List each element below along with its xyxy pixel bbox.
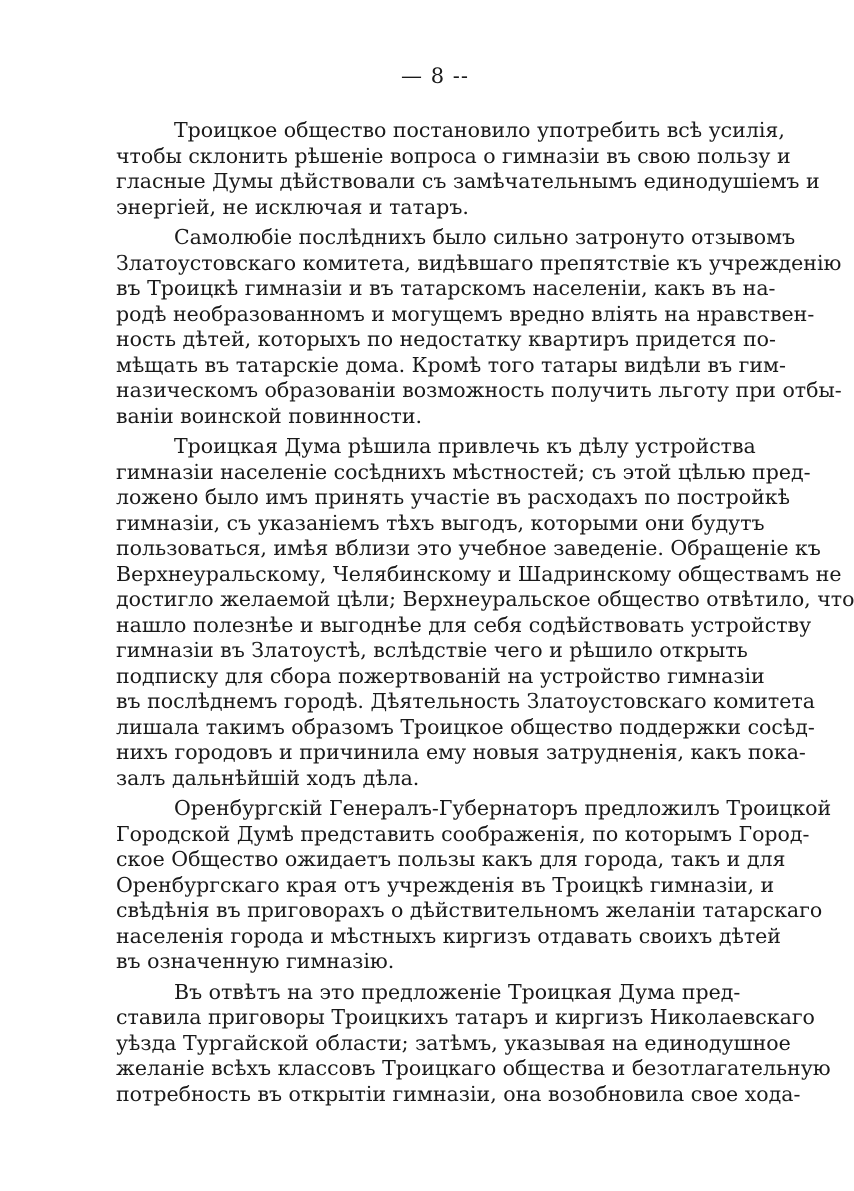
text-line: ваніи воинской повинности. xyxy=(116,403,423,428)
text-line: Верхнеуральскому, Челябинскому и Шадринскому обществамъ не xyxy=(116,561,842,586)
text-line: въ означенную гимназію. xyxy=(116,949,395,973)
text-line: въ послѣднемъ городѣ. Дѣятельность Златоустовскаго комитета xyxy=(116,689,815,713)
text-line: нашло полезнѣе и выгоднѣе для себя содѣйствовать устройству xyxy=(116,612,812,637)
paragraph xyxy=(116,979,831,1108)
text-line: мѣщать въ татарскіе дома. Кромѣ того татары видѣли въ гим- xyxy=(116,352,786,377)
text-line: Городской Думѣ представить соображенія, по которымъ Город- xyxy=(116,821,810,846)
text-line: Троицкое общество постановило употребить всѣ усилія, xyxy=(174,118,785,142)
text-line: Въ отвѣтъ на это предложеніе Троицкая Дума пред- xyxy=(174,979,741,1004)
text-line: ность дѣтей, которыхъ по недостатку квартиръ придется по- xyxy=(116,327,776,351)
text-line: ставила приговоры Троицкихъ татаръ и киргизъ Николаевскаго xyxy=(116,1005,815,1029)
text-line: Троицкая Дума рѣшила привлечь къ дѣлу устройства xyxy=(174,434,756,458)
text-line: свѣдѣнія въ приговорахъ о дѣйствительномъ желаніи татарскаго xyxy=(116,898,823,922)
text-line: нихъ городовъ и причинила ему новыя затрудненія, какъ пока- xyxy=(116,740,806,764)
text-line: энергіей, не исключая и татаръ. xyxy=(116,194,469,219)
text-line: Златоустовскаго комитета, видѣвшаго препятствіе къ учрежденію xyxy=(116,250,842,275)
text-line: гимназіи въ Златоустѣ, вслѣдствіе чего и рѣшило открыть xyxy=(116,638,748,662)
text-line: ское Общество ожидаетъ пользы какъ для города, такъ и для xyxy=(116,847,786,871)
text-line: родѣ необразованномъ и могущемъ вредно вліять на нравствен- xyxy=(116,301,815,326)
paragraph xyxy=(116,434,854,791)
page-number: — 8 -- xyxy=(401,64,469,88)
text-line: подписку для сбора пожертвованій на устройство гимназіи xyxy=(116,663,765,688)
text-line: Оренбургскаго края отъ учрежденія въ Троицкѣ гимназіи, и xyxy=(116,872,775,897)
text-line: желаніе всѣхъ классовъ Троицкаго общества и безотлагательную xyxy=(116,1056,831,1080)
text-line: гимназіи, съ указаніемъ тѣхъ выгодъ, которыми они будутъ xyxy=(116,510,765,535)
text-line: лишала такимъ образомъ Троицкое общество поддержки сосѣд- xyxy=(116,714,815,739)
text-line: пользоваться, имѣя вблизи это учебное заведеніе. Обращеніе къ xyxy=(116,536,821,560)
text-line: ложено было имъ принять участіе въ расходахъ по постройкѣ xyxy=(116,485,790,509)
paragraph xyxy=(116,796,832,975)
text-line: назическомъ образованіи возможность получить льготу при отбы- xyxy=(116,378,842,402)
text-line: населенія города и мѣстныхъ киргизъ отдавать своихъ дѣтей xyxy=(116,923,781,948)
text-line: достигло желаемой цѣли; Верхнеуральское общество отвѣтило, что xyxy=(116,587,854,611)
text-line: гимназіи населеніе сосѣднихъ мѣстностей; съ этой цѣлью пред- xyxy=(116,459,811,484)
paragraph xyxy=(116,225,842,429)
text-line: потребность въ открытіи гимназіи, она возобновила свое хода- xyxy=(116,1081,801,1106)
text-line: въ Троицкѣ гимназіи и въ татарскомъ населеніи, какъ въ на- xyxy=(116,276,776,300)
text-line: уѣзда Тургайской области; затѣмъ, указывая на единодушное xyxy=(116,1030,791,1055)
text-line: Оренбургскій Генералъ-Губернаторъ предложилъ Троицкой xyxy=(174,796,832,820)
text-line: Самолюбіе послѣднихъ было сильно затронуто отзывомъ xyxy=(174,225,796,249)
text-line: гласные Думы дѣйствовали съ замѣчательнымъ единодушіемъ и xyxy=(116,169,820,193)
body-text xyxy=(116,118,854,1107)
paragraph xyxy=(116,118,820,220)
text-line: залъ дальнѣйшій ходъ дѣла. xyxy=(116,765,420,790)
text-line: чтобы склонить рѣшеніе вопроса о гимназіи въ свою пользу и xyxy=(116,143,791,168)
